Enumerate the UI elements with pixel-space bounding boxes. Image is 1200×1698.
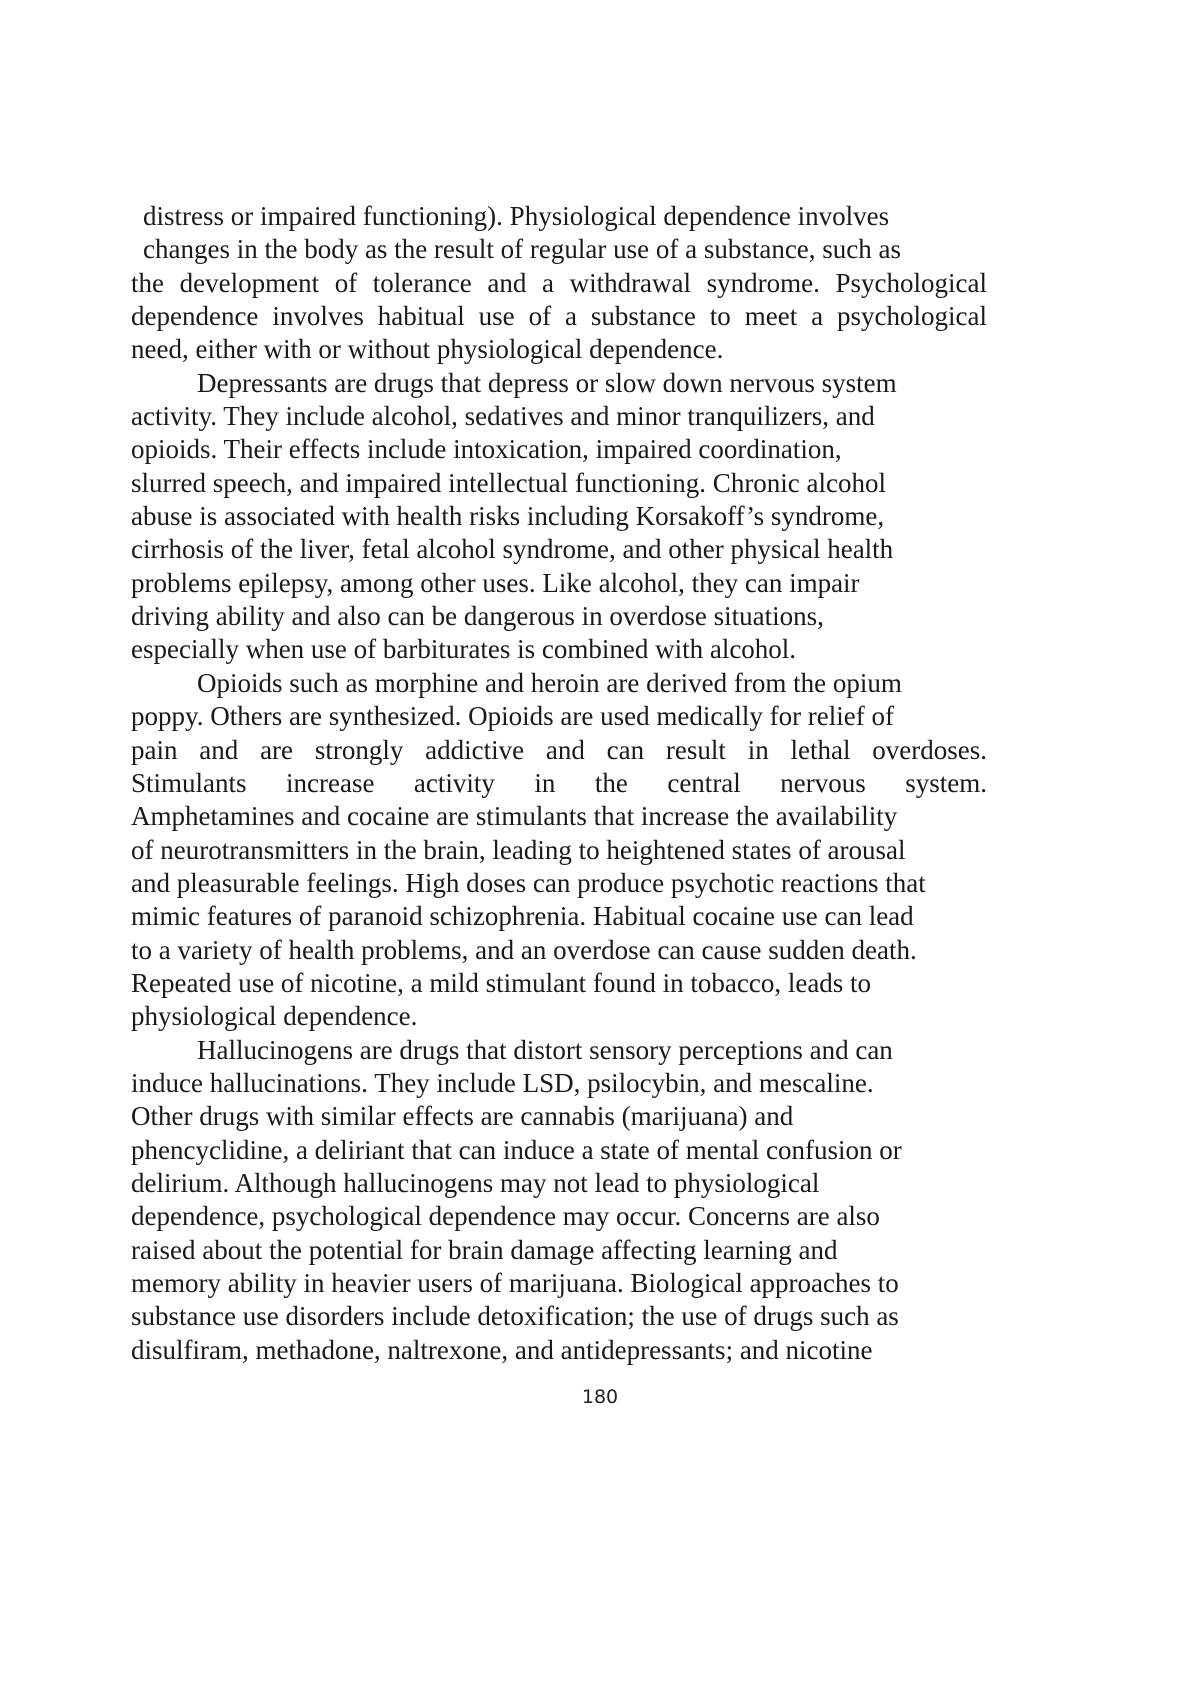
text-line: especially when use of barbiturates is combined with alcohol.	[131, 634, 797, 665]
text-line: cirrhosis of the liver, fetal alcohol syndrome, and other physical health	[131, 534, 894, 565]
text-line: Repeated use of nicotine, a mild stimulant found in tobacco, leads to	[131, 967, 872, 998]
text-line: raised about the potential for brain damage affecting learning and	[131, 1234, 838, 1265]
text-line: substance use disorders include detoxification; the use of drugs such as	[131, 1301, 899, 1332]
text-line: physiological dependence.	[131, 1001, 418, 1032]
text-line: changes in the body as the result of regular use of a substance, such as	[143, 234, 902, 265]
text-line: Opioids such as morphine and heroin are derived from the opium	[197, 667, 902, 698]
body-text	[131, 200, 987, 1367]
text-line: mimic features of paranoid schizophrenia. Habitual cocaine use can lead	[131, 901, 914, 932]
text-line: delirium. Although hallucinogens may not lead to physiological	[131, 1167, 820, 1198]
text-line: the development of tolerance and a withdrawal syndrome. Psychological	[131, 267, 987, 298]
text-line: to a variety of health problems, and an overdose can cause sudden death.	[131, 934, 917, 965]
text-line: and pleasurable feelings. High doses can produce psychotic reactions that	[131, 867, 926, 898]
text-line: dependence involves habitual use of a substance to meet a psychological	[131, 301, 987, 332]
text-line: Depressants are drugs that depress or slow down nervous system	[197, 367, 897, 398]
text-line: Hallucinogens are drugs that distort sensory perceptions and can	[197, 1034, 893, 1065]
text-line: distress or impaired functioning). Physiological dependence involves	[143, 201, 890, 231]
text-line: need, either with or without physiological dependence.	[131, 334, 724, 365]
text-line: induce hallucinations. They include LSD, psilocybin, and mescaline.	[131, 1067, 874, 1098]
text-line: dependence, psychological dependence may occur. Concerns are also	[131, 1201, 880, 1232]
text-line: driving ability and also can be dangerous in overdose situations,	[131, 601, 824, 632]
text-line: pain and are strongly addictive and can result in lethal overdoses.	[131, 734, 987, 765]
text-line: Other drugs with similar effects are cannabis (marijuana) and	[131, 1101, 794, 1132]
text-line: problems epilepsy, among other uses. Like alcohol, they can impair	[131, 567, 860, 598]
text-line: abuse is associated with health risks including Korsakoff’s syndrome,	[131, 501, 885, 532]
text-line: poppy. Others are synthesized. Opioids are used medically for relief of	[131, 701, 895, 732]
text-line: Amphetamines and cocaine are stimulants that increase the availability	[131, 801, 898, 832]
page-number: 180	[581, 1386, 619, 1408]
text-line: memory ability in heavier users of marijuana. Biological approaches to	[131, 1268, 899, 1298]
text-line: Stimulants increase activity in the central nervous system.	[131, 767, 987, 798]
text-line: of neurotransmitters in the brain, leading to heightened states of arousal	[131, 834, 906, 865]
text-line: phencyclidine, a deliriant that can induce a state of mental confusion or	[131, 1134, 902, 1165]
text-line: disulfiram, methadone, naltrexone, and antidepressants; and nicotine	[131, 1334, 873, 1365]
text-line: activity. They include alcohol, sedatives and minor tranquilizers, and	[131, 401, 875, 432]
text-line: opioids. Their effects include intoxication, impaired coordination,	[131, 434, 842, 465]
text-line: slurred speech, and impaired intellectual functioning. Chronic alcohol	[131, 467, 887, 498]
